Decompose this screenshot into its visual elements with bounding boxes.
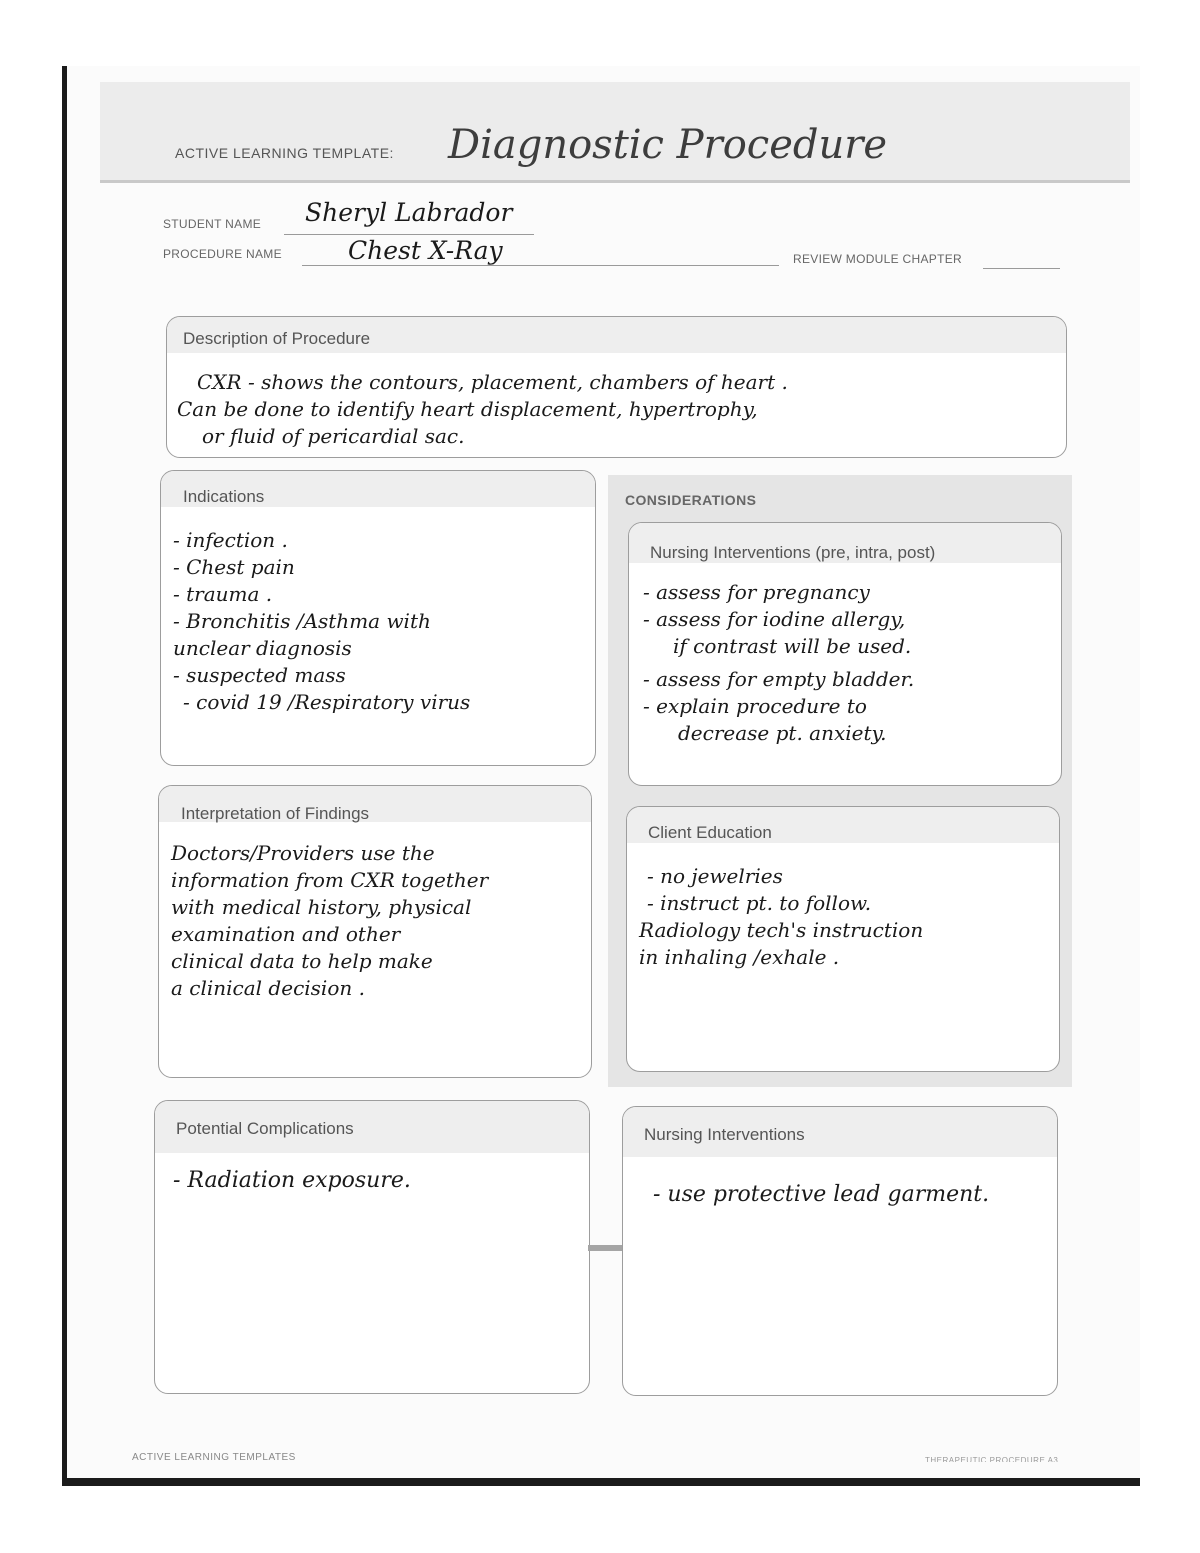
client-education-text[interactable]	[639, 863, 923, 971]
indication-item: - covid 19 /Respiratory virus	[183, 690, 471, 714]
intervention-item: - assess for empty bladder.	[643, 667, 915, 691]
review-module-chapter-label: REVIEW MODULE CHAPTER	[793, 252, 962, 266]
nursing-interventions-title: Nursing Interventions	[644, 1125, 805, 1144]
client-education-title: Client Education	[648, 823, 772, 842]
interpretation-line: with medical history, physical	[171, 895, 472, 919]
indications-title: Indications	[183, 487, 265, 506]
procedure-name-label: PROCEDURE NAME	[163, 247, 282, 261]
intervention-item: decrease pt. anxiety.	[678, 721, 887, 745]
interpretation-line: information from CXR together	[171, 868, 489, 892]
description-line: CXR - shows the contours, placement, chambers of heart .	[197, 370, 788, 394]
procedure-name-underline	[302, 265, 779, 266]
student-name-underline	[284, 234, 534, 235]
student-name-label: STUDENT NAME	[163, 217, 262, 231]
page-title: Diagnostic Procedure	[448, 122, 888, 168]
intervention-item: - assess for iodine allergy,	[643, 607, 906, 631]
header-divider	[100, 180, 1130, 183]
client-education-box	[626, 806, 1060, 1072]
interpretation-line: clinical data to help make	[171, 949, 433, 973]
description-box	[166, 316, 1067, 458]
indication-item: - Chest pain	[173, 555, 295, 579]
intervention-item: if contrast will be used.	[673, 634, 912, 658]
complications-box	[154, 1100, 590, 1394]
interpretation-line: examination and other	[171, 922, 401, 946]
footer-left: ACTIVE LEARNING TEMPLATES	[132, 1452, 296, 1460]
interpretation-line: Doctors/Providers use the	[171, 841, 435, 865]
indications-text[interactable]	[173, 527, 470, 716]
interpretation-box	[158, 785, 592, 1078]
student-name-value[interactable]: Sheryl Labrador	[305, 198, 513, 227]
review-module-chapter-underline	[983, 268, 1060, 269]
description-line: or fluid of pericardial sac.	[202, 424, 465, 448]
intervention-item: - assess for pregnancy	[643, 580, 870, 604]
description-text[interactable]	[177, 369, 788, 450]
considerations-label: CONSIDERATIONS	[625, 492, 757, 508]
education-item: - instruct pt. to follow.	[647, 891, 872, 915]
indication-item: - infection .	[173, 528, 288, 552]
interpretation-title: Interpretation of Findings	[181, 804, 370, 823]
procedure-name-value[interactable]: Chest X-Ray	[348, 236, 503, 265]
indications-box	[160, 470, 596, 766]
footer-right: THERAPEUTIC PROCEDURE A3	[925, 1456, 1059, 1462]
nursing-interventions-pre-text[interactable]	[643, 579, 914, 747]
education-item: in inhaling /exhale .	[639, 945, 840, 969]
interpretation-text[interactable]	[171, 840, 488, 1002]
complication-item: - Radiation exposure.	[173, 1168, 411, 1193]
nursing-interventions-text[interactable]	[653, 1181, 989, 1208]
complications-text[interactable]	[173, 1167, 411, 1194]
indication-item: unclear diagnosis	[173, 636, 352, 660]
interpretation-line: a clinical decision .	[171, 976, 365, 1000]
description-title: Description of Procedure	[183, 329, 371, 348]
intervention-item: - explain procedure to	[643, 694, 867, 718]
education-item: Radiology tech's instruction	[639, 918, 924, 942]
page-bottom-shadow	[62, 1478, 1140, 1486]
indication-item: - suspected mass	[173, 663, 346, 687]
nursing-intervention-item: - use protective lead garment.	[653, 1182, 990, 1207]
nursing-interventions-box	[622, 1106, 1058, 1396]
nursing-interventions-pre-box	[628, 522, 1062, 786]
template-label: ACTIVE LEARNING TEMPLATE:	[175, 145, 394, 161]
description-line: Can be done to identify heart displacement, hypertrophy,	[177, 397, 758, 421]
education-item: - no jewelries	[647, 864, 783, 888]
complications-title: Potential Complications	[176, 1119, 354, 1138]
indication-item: - trauma .	[173, 582, 273, 606]
nursing-interventions-pre-title: Nursing Interventions (pre, intra, post)	[650, 543, 936, 562]
indication-item: - Bronchitis /Asthma with	[173, 609, 431, 633]
box-connector	[588, 1245, 624, 1251]
